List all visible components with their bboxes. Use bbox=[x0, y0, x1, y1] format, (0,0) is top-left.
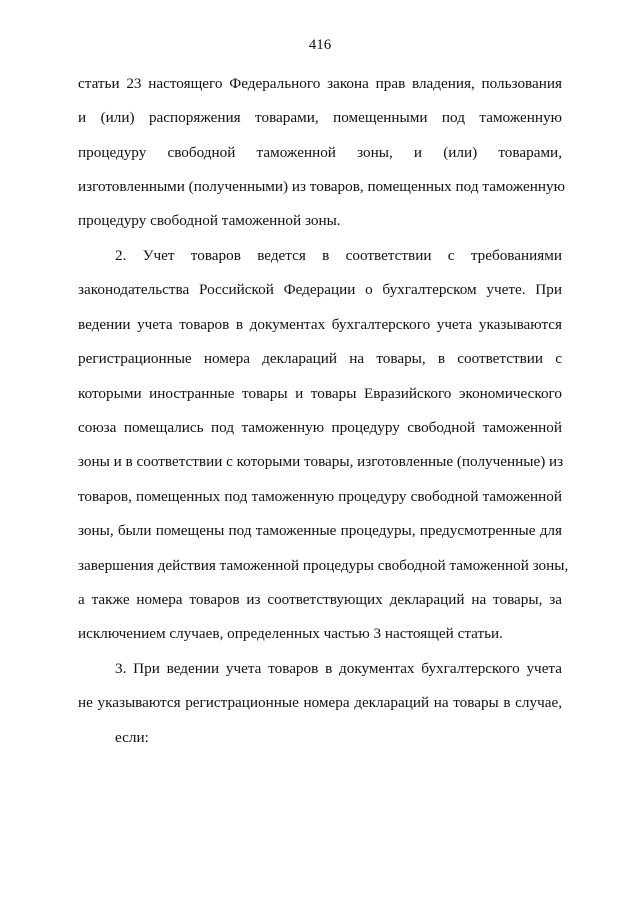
text-line: изготовленными (полученными) из товаров, помещенных под таможенную bbox=[78, 178, 565, 195]
page-number: 416 bbox=[308, 37, 332, 53]
text-line: и (или) распоряжения товарами, помещенными под таможенную bbox=[78, 109, 562, 126]
text-line: товаров, помещенных под таможенную процедуру свободной таможенной bbox=[78, 488, 562, 505]
text-line: ведении учета товаров в документах бухгалтерского учета указываются bbox=[78, 316, 562, 333]
text-line: если: bbox=[115, 729, 149, 746]
paragraph-2-first-line: 2. Учет товаров ведется в соответствии с требованиями bbox=[115, 247, 562, 264]
text-line: которыми иностранные товары и товары Евразийского экономического bbox=[78, 385, 562, 402]
text-line: зоны и в соответствии с которыми товары, изготовленные (полученные) из bbox=[78, 453, 564, 470]
text-line: процедуру свободной таможенной зоны. bbox=[78, 212, 341, 229]
text-line: а также номера товаров из соответствующих деклараций на товары, за bbox=[78, 591, 562, 608]
text-line: союза помещались под таможенную процедуру свободной таможенной bbox=[78, 419, 562, 436]
text-line: процедуру свободной таможенной зоны, и (или) товарами, bbox=[78, 144, 562, 161]
paragraph-3-first-line: 3. При ведении учета товаров в документах бухгалтерского учета bbox=[115, 660, 562, 677]
text-line: статьи 23 настоящего Федерального закона прав владения, пользования bbox=[78, 75, 562, 92]
text-line: не указываются регистрационные номера деклараций на товары в случае, bbox=[78, 694, 562, 711]
text-line: регистрационные номера деклараций на товары, в соответствии с bbox=[78, 350, 562, 367]
text-line: завершения действия таможенной процедуры свободной таможенной зоны, bbox=[78, 557, 569, 574]
text-line: исключением случаев, определенных частью 3 настоящей статьи. bbox=[78, 625, 503, 642]
text-line: законодательства Российской Федерации о бухгалтерском учете. При bbox=[78, 281, 562, 298]
text-line: зоны, были помещены под таможенные процедуры, предусмотренные для bbox=[78, 522, 562, 539]
